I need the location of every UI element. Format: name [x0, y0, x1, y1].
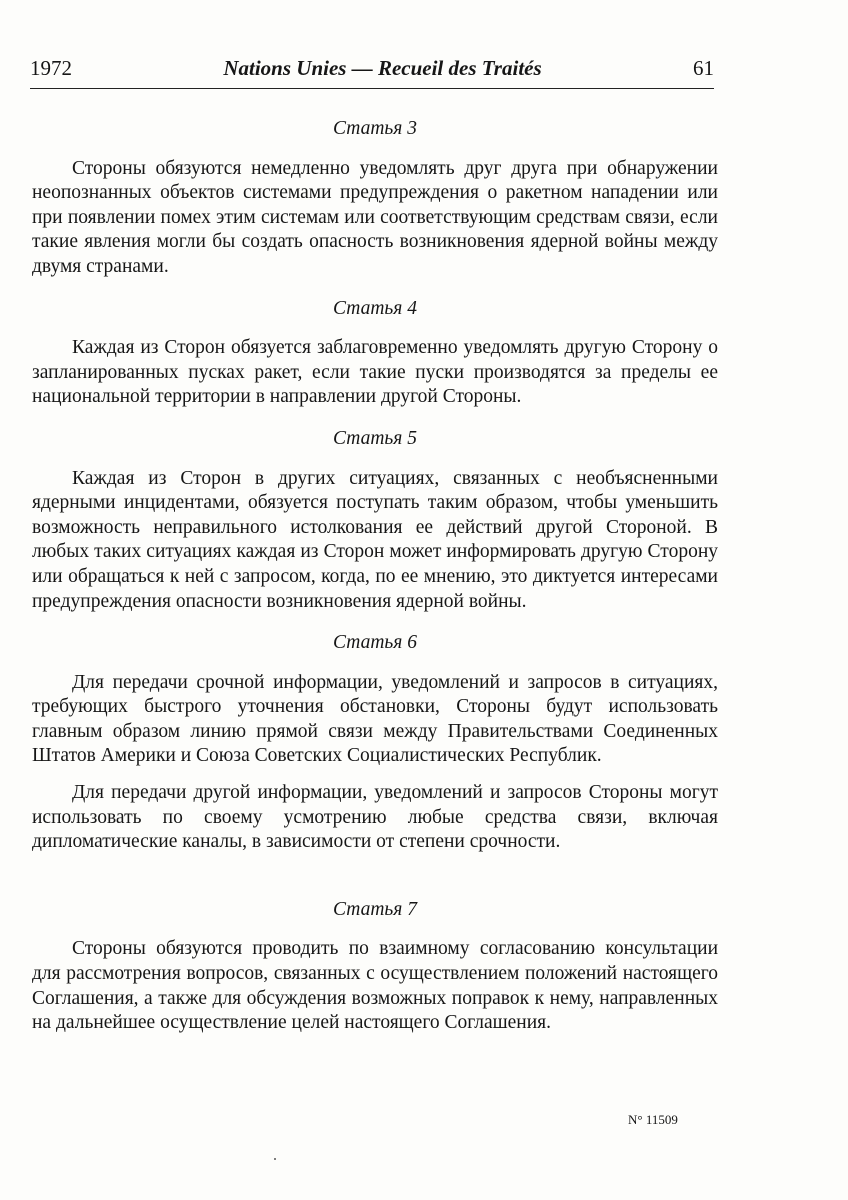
article-heading: Статья 3	[333, 118, 417, 139]
article-heading: Статья 6	[333, 632, 417, 654]
article-3	[32, 117, 718, 280]
article-paragraph: Для передачи другой информации, уведомлений и запросов Стороны могут использовать по своему усмотрению любые средства связи, включая дипломатические каналы, в зависимости от степени срочности.	[32, 782, 718, 853]
article-paragraph: Стороны обязуются немедленно уведомлять друг друга при обнаружении неопознанных объектов системами предупреждения о ракетном нападении или при появлении помех этим системам или соответствующим средствам связи, если такие явления могли бы создать опасность возникновения ядерной войны между двумя странами.	[32, 157, 718, 277]
header-title: Nations Unies — Recueil des Traités	[223, 56, 542, 80]
treaty-number: N° 11509	[628, 1112, 678, 1127]
article-5	[32, 427, 718, 614]
article-4	[32, 297, 718, 410]
article-paragraph: Каждая из Сторон обязуется заблаговременно уведомлять другую Сторону о запланированных пусках ракет, если такие пуски производятся за пределы ее национальной территории в направлении другой Стороны.	[32, 337, 718, 408]
article-6	[32, 631, 718, 855]
header-page-number: 61	[693, 56, 714, 80]
article-heading: Статья 7	[333, 898, 417, 920]
document-body	[32, 117, 718, 1036]
article-paragraph: Для передачи срочной информации, уведомлений и запросов в ситуациях, требующих быстрого уточнения обстановки, Стороны будут использовать главным образом линию прямой связи между Правительствами Соединенных Штатов Америки и Союза Советских Социалистических Республик.	[32, 671, 718, 767]
article-heading: Статья 4	[333, 297, 417, 319]
header-year: 1972	[30, 56, 72, 80]
article-paragraph: Стороны обязуются проводить по взаимному согласованию консультации для рассмотрения вопросов, связанных с осуществлением положений настоящего Соглашения, а также для обсуждения возможных поправок к нему, направленных на дальнейшее осуществление целей настоящего Соглашения.	[32, 938, 718, 1034]
article-7	[32, 898, 718, 1036]
article-paragraph: Каждая из Сторон в других ситуациях, связанных с необъясненными ядерными инцидентами, обязуется поступать таким образом, чтобы уменьшить возможность неправильного истолкования ее действий другой Стороной. В любых таких ситуациях каждая из Сторон может информировать другую Сторону или обращаться к ней с запросом, когда, по ее мнению, это диктуется интересами предупреждения опасности возникновения ядерной войны.	[32, 467, 718, 612]
article-heading: Статья 5	[333, 427, 417, 449]
header-rule	[30, 88, 714, 89]
speck-mark	[274, 1158, 276, 1160]
running-header	[30, 56, 714, 86]
